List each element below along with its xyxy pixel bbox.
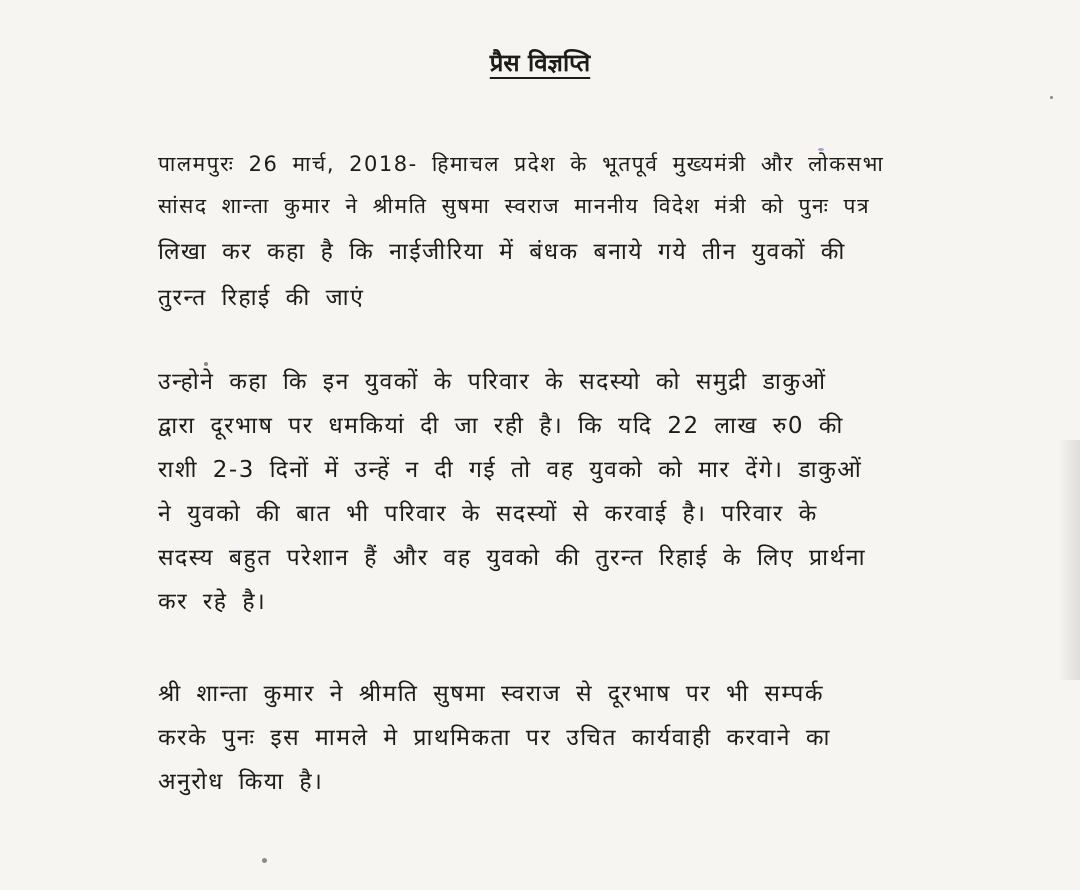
paragraph-line: लिखा कर कहा है कि नाईजीरिया में बंधक बनाये गये तीन युवकों की (158, 239, 846, 265)
paragraph-line: कर रहे है। (158, 589, 267, 615)
paragraph-line: पालमपुरः 26 मार्च, 2018- हिमाचल प्रदेश के भूतपूर्व मुख्यमंत्री और लोकसभा (158, 152, 885, 176)
paragraph-line: सदस्य बहुत परेशान हैं और वह युवको की तुरन्त रिहाई के लिए प्रार्थना (158, 545, 867, 571)
scan-speck (262, 858, 267, 863)
paragraph-line: तुरन्त रिहाई की जाएं (158, 285, 365, 311)
paragraph-line: करके पुनः इस मामले मे प्राथमिकता पर उचित कार्यवाही करवाने का (158, 725, 831, 751)
page-title: प्रैस विज्ञप्ति (489, 49, 591, 77)
scan-edge-shadow (1058, 440, 1080, 680)
scan-speck (204, 362, 208, 366)
paragraph-line: अनुरोध किया है। (158, 769, 324, 795)
paragraph-line: सांसद शान्ता कुमार ने श्रीमति सुषमा स्वराज माननीय विदेश मंत्री को पुनः पत्र (158, 194, 871, 218)
paragraph-line: राशी 2-3 दिनों में उन्हें न दी गई तो वह युवको को मार देंगे। डाकुओं (158, 457, 863, 483)
paragraph-line: उन्होने कहा कि इन युवकों के परिवार के सदस्यो को समुद्री डाकुओं (158, 369, 827, 395)
scan-speck (1050, 96, 1053, 99)
scan-speck (818, 148, 824, 151)
paragraph-line: ने युवको की बात भी परिवार के सदस्यों से करवाई है। परिवार के (158, 501, 818, 527)
paragraph-line: श्री शान्ता कुमार ने श्रीमति सुषमा स्वराज से दूरभाष पर भी सम्पर्क (158, 681, 825, 707)
paragraph-line: द्वारा दूरभाष पर धमकियां दी जा रही है। कि यदि 22 लाख रु0 की (158, 413, 844, 439)
